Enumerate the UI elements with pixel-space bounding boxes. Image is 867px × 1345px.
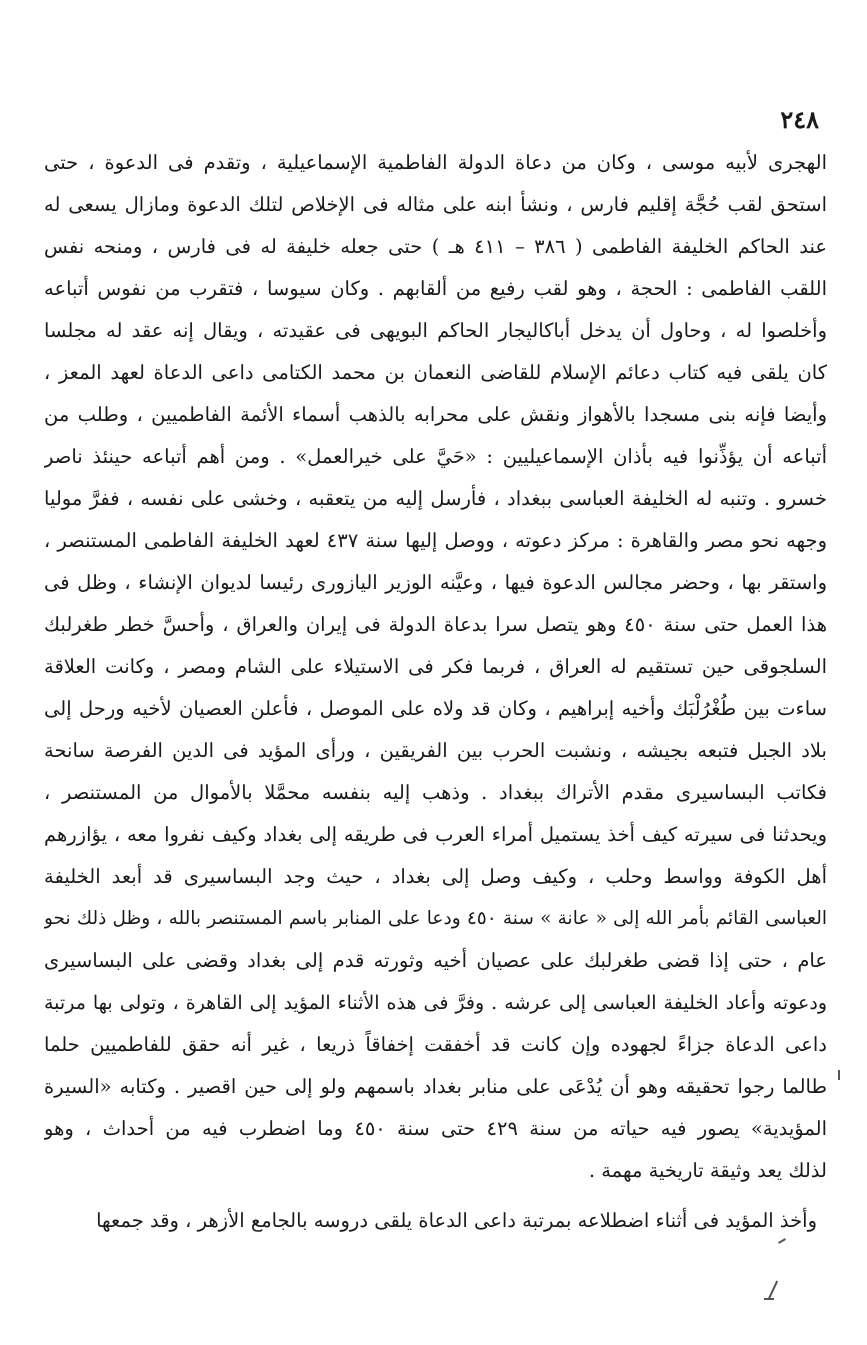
text-line: وجهه نحو مصر والقاهرة : مركز دعوته ، ووصل إليها سنة ٤٣٧ لعهد الخليفة الفاطمى المستنصر ،	[44, 529, 827, 552]
margin-mark	[764, 1298, 774, 1300]
text-line: واستقر بها ، وحضر مجالس الدعوة فيها ، وعيَّنه الوزير اليازورى رئيسا لديوان الإنشاء ، وظل فى	[44, 571, 827, 594]
text-line: الهجرى لأبيه موسى ، وكان من دعاة الدولة الفاطمية الإسماعيلية ، وتقدم فى الدعوة ، حتى	[44, 151, 827, 174]
text-line: ساءت بين طُغْرُلْبَك وأخيه إبراهيم ، وكان قد ولاه على الموصل ، فأعلن العصيان لأخيه ورحل إلى	[44, 697, 827, 720]
text-line: خسرو . وتنبه له الخليفة العباسى ببغداد ، فأرسل إليه من يتعقبه ، وخشى على نفسه ، ففرَّ موليا	[44, 487, 827, 510]
text-line: عام ، حتى إذا قضى طغرلبك على عصيان أخيه وثورته قدم إلى بغداد وقضى على البساسيرى	[44, 949, 827, 972]
text-line: داعى الدعاة جزاءً لجهوده وإن كانت قد أخفقت إخفاقاً ذريعا ، غير أنه حقق للفاطميين حلما	[44, 1033, 827, 1056]
text-line: السلجوقى حين تستقيم له العراق ، فربما فكر فى الاستيلاء على الشام ومصر ، وكانت العلاقة	[44, 655, 827, 678]
text-line: استحق لقب حُجَّة إقليم فارس ، ونشأ ابنه على مثاله فى الإخلاص لتلك الدعوة ومازال يسعى له	[44, 193, 827, 216]
text-line: اللقب الفاطمى : الحجة ، وهو لقب رفيع من ألقابهم . وكان سيوسا ، فتقرب من نفوس أتباعه	[44, 277, 827, 300]
text-line: طالما رجوا تحقيقه وهو أن يُدْعَى على منابر بغداد باسمهم ولو إلى حين اقصير . وكتابه «السيرة	[44, 1075, 827, 1098]
text-line: العباسى القائم بأمر الله إلى « عانة » سنة ٤٥٠ ودعا على المنابر باسم المستنصر بالله ، وظل ذلك نحو	[44, 908, 827, 929]
text-line: ويحدثنا فى سيرته كيف أخذ يستميل أمراء العرب فى طريقه إلى بغداد وكيف نفروا معه ، يؤازرهم	[44, 823, 827, 846]
text-line: بلاد الجبل فتبعه بجيشه ، ونشبت الحرب بين الفريقين ، ورأى المؤيد فى الدين الفرصة سانحة	[44, 739, 827, 762]
text-line: أتباعه أن يؤذِّنوا فيه بأذان الإسماعيليين : «حَيَّ على خيرالعمل» . ومن أهم أتباعه حينئذ ناصر	[44, 445, 827, 468]
text-line: ودعوته وأعاد الخليفة العباسى إلى عرشه . وفرَّ فى هذه الأثناء المؤيد إلى القاهرة ، وتولى بها مرتبة	[44, 992, 827, 1014]
text-line: عند الحاكم الخليفة الفاطمى ( ٣٨٦ – ٤١١ هـ ) حتى جعله خليفة له فى فارس ، ومنحه نفس	[44, 235, 827, 258]
text-line: وأيضا فإنه بنى مسجدا بالأهواز ونقش على محرابه بالذهب أسماء الأئمة الفاطميين ، وطلب من	[44, 403, 827, 426]
text-line: لذلك يعد وثيقة تاريخية مهمة .	[588, 1159, 827, 1182]
margin-mark	[838, 1070, 840, 1080]
page-number: ٢٤٨	[780, 105, 819, 134]
text-line: المؤيدية» يصور فيه حياته من سنة ٤٢٩ حتى سنة ٤٥٠ وما اضطرب فيه من أحداث ، وهو	[44, 1117, 827, 1140]
margin-mark	[768, 1281, 778, 1300]
text-line: وأخذ المؤيد فى أثناء اضطلاعه بمرتبة داعى الدعاة يلقى دروسه بالجامع الأزهر ، وقد جمعها	[96, 1209, 817, 1232]
text-line: هذا العمل حتى سنة ٤٥٠ وهو يتصل سرا بدعاة الدولة فى إيران والعراق ، وأحسَّ خطر طغرلبك	[44, 613, 827, 636]
text-line: أهل الكوفة وواسط وحلب ، وكيف وصل إلى بغداد ، حيث وجد البساسيرى قد أبعد الخليفة	[44, 865, 827, 888]
page-text	[44, 142, 827, 1242]
text-line: كان يلقى فيه كتاب دعائم الإسلام للقاضى النعمان بن محمد الكتامى داعى الدعاة لعهد المعز ،	[44, 361, 827, 384]
text-line: فكاتب البساسيرى مقدم الأتراك ببغداد . وذهب إليه بنفسه محمَّلا بالأموال من المستنصر ،	[44, 781, 827, 804]
text-line: وأخلصوا له ، وحاول أن يدخل أباكاليجار الحاكم البويهى فى عقيدته ، ويقال إنه عقد له مجلسا	[44, 319, 827, 342]
